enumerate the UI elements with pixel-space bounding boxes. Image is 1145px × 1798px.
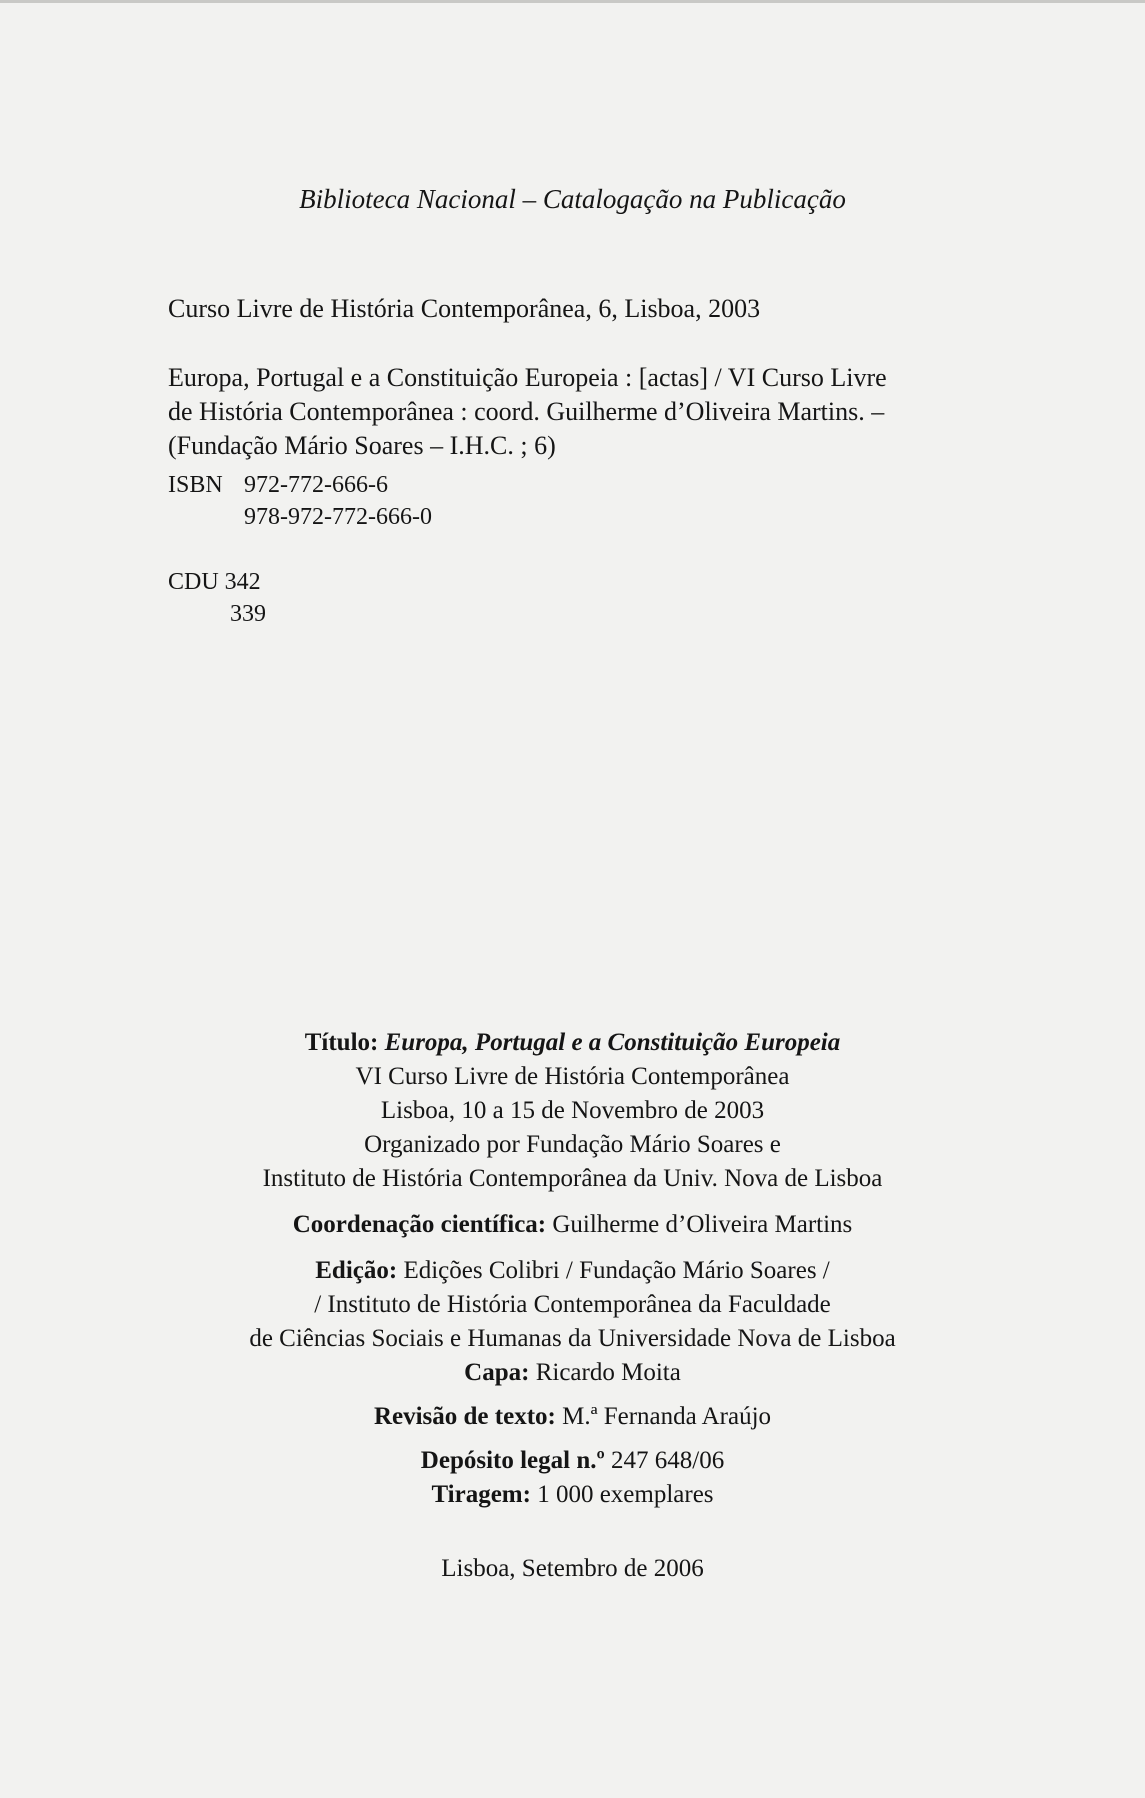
record-line: (Fundação Mário Soares – I.H.C. ; 6) (168, 431, 556, 460)
info-line: Organizado por Fundação Mário Soares e (364, 1131, 781, 1158)
record-line: Europa, Portugal e a Constituição Europeia : [actas] / VI Curso Livre (168, 363, 887, 392)
edition-line: / Instituto de História Contemporânea da Faculdade (314, 1291, 831, 1318)
book-title: Europa, Portugal e a Constituição Europeia (384, 1029, 841, 1056)
print-run-value: 1 000 exemplares (537, 1481, 714, 1508)
edition-line (0, 1254, 1145, 1288)
cdu-value: 342 (224, 569, 261, 595)
revision-value: M.ª Fernanda Araújo (562, 1403, 772, 1430)
legal-deposit-label: Depósito legal n.º (420, 1447, 605, 1474)
print-run-label: Tiragem: (431, 1481, 531, 1508)
cover-value: Ricardo Moita (535, 1359, 681, 1386)
info-line: Lisboa, 10 a 15 de Novembro de 2003 (380, 1097, 765, 1124)
legal-deposit-line (0, 1444, 1145, 1478)
place-date: Lisboa, Setembro de 2006 (441, 1555, 704, 1582)
colophon-credits (0, 1208, 1145, 1586)
edition-label: Edição: (315, 1257, 398, 1284)
coordination-value: Guilherme d’Oliveira Martins (552, 1211, 853, 1238)
isbn-label: ISBN (168, 472, 223, 498)
revision-line (0, 1400, 1145, 1434)
legal-deposit-value: 247 648/06 (611, 1447, 725, 1474)
isbn-10: 972-772-666-6 (244, 472, 388, 498)
info-line: VI Curso Livre de História Contemporânea (355, 1063, 790, 1090)
edition-value: Edições Colibri / Fundação Mário Soares / (403, 1257, 830, 1284)
isbn-block (168, 469, 432, 533)
info-line: Instituto de História Contemporânea da Univ. Nova de Lisboa (262, 1165, 883, 1192)
coordination-label: Coordenação científica: (292, 1211, 547, 1238)
isbn-13: 978-972-772-666-0 (244, 504, 432, 530)
top-edge-rule (0, 0, 1145, 3)
revision-label: Revisão de texto: (373, 1403, 556, 1430)
cip-heading: Biblioteca Nacional – Catalogação na Publicação (299, 184, 846, 214)
print-run-line (0, 1478, 1145, 1512)
catalog-record (168, 361, 887, 463)
cdu-label: CDU (168, 569, 219, 595)
series-line: Curso Livre de História Contemporânea, 6, Lisboa, 2003 (168, 294, 761, 323)
edition-line: de Ciências Sociais e Humanas da Universidade Nova de Lisboa (249, 1325, 896, 1352)
cover-line (0, 1356, 1145, 1390)
cdu-block (168, 566, 266, 630)
record-line: de História Contemporânea : coord. Guilherme d’Oliveira Martins. – (168, 397, 885, 426)
title-label: Título: (304, 1029, 379, 1056)
coordination-line (0, 1208, 1145, 1242)
colophon-event-info (0, 1026, 1145, 1196)
cover-label: Capa: (464, 1359, 530, 1386)
cdu-value: 339 (230, 601, 266, 627)
title-line (0, 1026, 1145, 1060)
